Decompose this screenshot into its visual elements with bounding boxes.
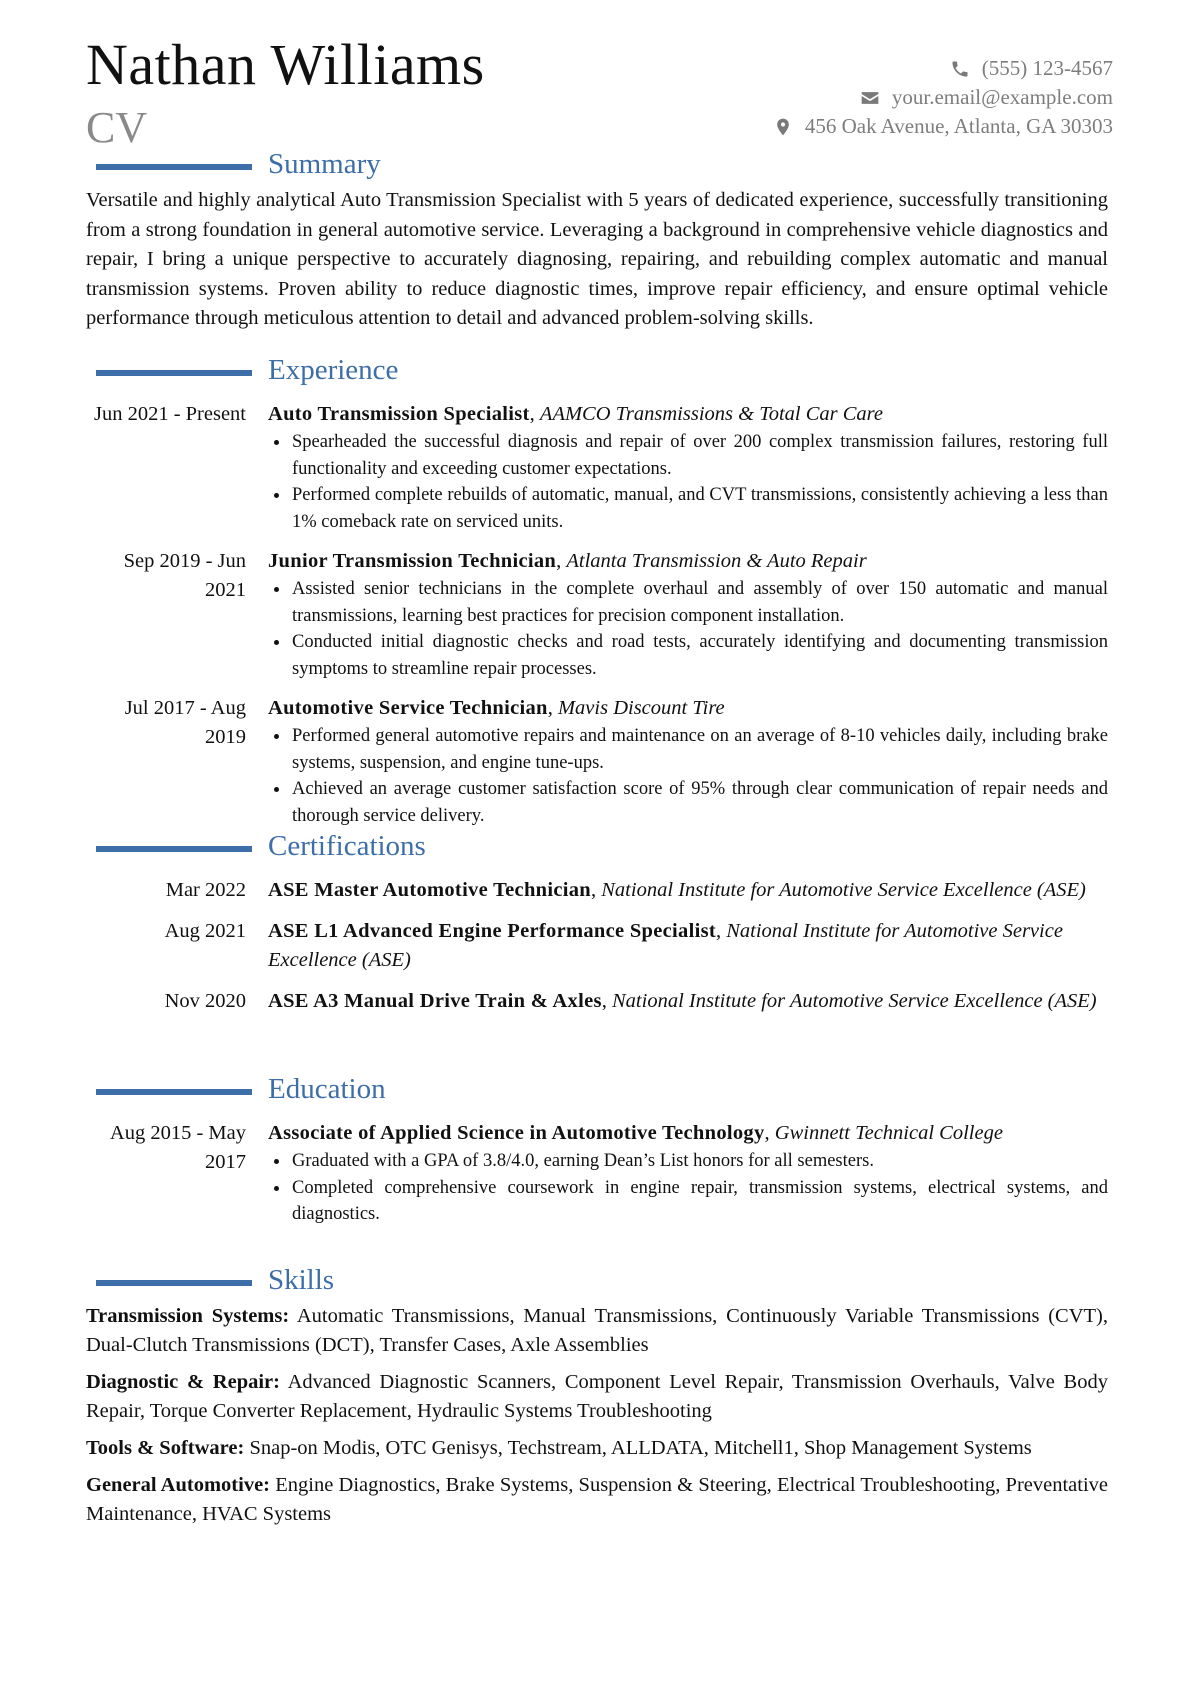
section-header bbox=[86, 148, 1108, 186]
entry-heading: Automotive Service Technician, Mavis Discount Tire bbox=[268, 697, 725, 719]
section-header bbox=[86, 1073, 1108, 1111]
section-accent-bar bbox=[96, 370, 252, 376]
contact-address-row bbox=[771, 112, 1113, 141]
contact-address: 456 Oak Avenue, Atlanta, GA 30303 bbox=[804, 114, 1113, 138]
section-title-education: Education bbox=[268, 1073, 386, 1105]
section-accent-bar bbox=[96, 164, 252, 170]
envelope-icon bbox=[858, 86, 882, 110]
certification-entry bbox=[86, 917, 1108, 975]
section-header bbox=[86, 354, 1108, 392]
entry-heading: ASE A3 Manual Drive Train & Axles, National Institute for Automotive Service Excellence (ASE) bbox=[268, 990, 1097, 1012]
section-title-certifications: Certifications bbox=[268, 830, 426, 862]
section-accent-bar bbox=[96, 1280, 252, 1286]
job-title: Auto Transmission Specialist bbox=[268, 403, 530, 425]
entry-date: Aug 2021 bbox=[164, 920, 246, 942]
contact-email-row bbox=[771, 83, 1113, 112]
entry-heading: Junior Transmission Technician, Atlanta Transmission & Auto Repair bbox=[268, 550, 867, 572]
certification-name: ASE Master Automotive Technician bbox=[268, 879, 591, 901]
entry-date: Mar 2022 bbox=[165, 879, 246, 901]
certifications-section bbox=[86, 830, 1108, 1028]
bullet-item: Achieved an average customer satisfaction score of 95% through clear communication of repair needs and thorough service delivery. bbox=[268, 776, 1108, 829]
map-pin-icon bbox=[771, 115, 795, 139]
entry-date: Jul 2017 - Aug 2019 bbox=[124, 697, 246, 748]
bullet-list bbox=[268, 723, 1108, 829]
employer: AAMCO Transmissions & Total Car Care bbox=[539, 403, 883, 425]
employer: Mavis Discount Tire bbox=[557, 697, 725, 719]
skills-section bbox=[86, 1264, 1109, 1537]
section-title-skills: Skills bbox=[268, 1264, 335, 1296]
skill-items: Advanced Diagnostic Scanners, Component Level Repair, Transmission Overhauls, Valve Body Repair, Torque Converter Replacement, Hydraulic Systems Troubleshooting bbox=[86, 1371, 1108, 1422]
skill-category: Diagnostic & Repair: bbox=[86, 1371, 280, 1393]
bullet-item: Spearheaded the successful diagnosis and repair of over 200 complex transmission failures, restoring full functionality and exceeding customer expectations. bbox=[268, 429, 1108, 482]
certification-entry bbox=[86, 876, 1108, 905]
section-header bbox=[86, 830, 1108, 868]
certification-entry bbox=[86, 987, 1108, 1016]
skill-group bbox=[86, 1434, 1108, 1463]
institution: Gwinnett Technical College bbox=[774, 1122, 1003, 1144]
bullet-item: Assisted senior technicians in the complete overhaul and assembly of over 150 automatic and manual transmissions, learning best practices for precision component installation. bbox=[268, 576, 1108, 629]
entry-date: Sep 2019 - Jun 2021 bbox=[123, 550, 246, 601]
issuer: National Institute for Automotive Service Excellence (ASE) bbox=[268, 920, 1063, 971]
certification-name: ASE A3 Manual Drive Train & Axles bbox=[268, 990, 602, 1012]
bullet-item: Graduated with a GPA of 3.8/4.0, earning Dean’s List honors for all semesters. bbox=[268, 1148, 1108, 1175]
skill-category: Transmission Systems: bbox=[86, 1305, 290, 1327]
section-accent-bar bbox=[96, 1089, 252, 1095]
bullet-item: Performed complete rebuilds of automatic, manual, and CVT transmissions, consistently achieving a less than 1% comeback rate on serviced units. bbox=[268, 482, 1108, 535]
bullet-list bbox=[268, 576, 1108, 682]
skill-group bbox=[86, 1471, 1108, 1529]
employer: Atlanta Transmission & Auto Repair bbox=[566, 550, 867, 572]
contact-email[interactable]: your.email@example.com bbox=[891, 85, 1113, 109]
job-title: Automotive Service Technician bbox=[268, 697, 548, 719]
skill-items: Automatic Transmissions, Manual Transmissions, Continuously Variable Transmissions (CVT), Dual-Clutch Transmissions (DCT), Transfer Cases, Axle Assemblies bbox=[86, 1305, 1108, 1356]
experience-entry bbox=[86, 694, 1108, 829]
contact-block bbox=[771, 54, 1113, 141]
entry-body bbox=[268, 1119, 1108, 1228]
experience-entry bbox=[86, 400, 1108, 535]
entry-date: Jun 2021 - Present bbox=[93, 403, 246, 425]
summary-text: Versatile and highly analytical Auto Transmission Specialist with 5 years of dedicated experience, successfully transitioning from a strong foundation in general automotive service. Leveraging a background in comprehensive vehicle diagnostics and repair, I bring a unique perspective to accurately diagnosing, repairing, and rebuilding complex automatic and manual transmission systems. Proven ability to reduce diagnostic times, improve repair efficiency, and ensure optimal vehicle performance through meticulous attention to detail and advanced problem-solving skills. bbox=[86, 189, 1108, 329]
bullet-item: Conducted initial diagnostic checks and road tests, accurately identifying and documenting transmission symptoms to streamline repair processes. bbox=[268, 629, 1108, 682]
experience-entry bbox=[86, 547, 1108, 682]
skill-group bbox=[86, 1368, 1108, 1426]
section-title-experience: Experience bbox=[268, 354, 399, 386]
experience-section bbox=[86, 354, 1108, 841]
education-entry bbox=[86, 1119, 1108, 1228]
skill-items: Snap-on Modis, OTC Genisys, Techstream, ALLDATA, Mitchell1, Shop Management Systems bbox=[249, 1437, 1032, 1459]
contact-phone[interactable]: (555) 123-4567 bbox=[981, 56, 1113, 80]
candidate-name: Nathan Williams bbox=[86, 32, 485, 97]
entry-heading: Associate of Applied Science in Automotive Technology, Gwinnett Technical College bbox=[268, 1122, 1003, 1144]
bullet-list bbox=[268, 1148, 1108, 1228]
degree-name: Associate of Applied Science in Automotive Technology bbox=[268, 1122, 765, 1144]
section-title-summary: Summary bbox=[268, 148, 381, 180]
entry-body bbox=[268, 694, 1108, 829]
bullet-list bbox=[268, 429, 1108, 535]
contact-phone-row bbox=[771, 54, 1113, 83]
issuer: National Institute for Automotive Service Excellence (ASE) bbox=[612, 990, 1097, 1012]
job-title: Junior Transmission Technician bbox=[268, 550, 557, 572]
entry-body bbox=[268, 400, 1108, 535]
issuer: National Institute for Automotive Service Excellence (ASE) bbox=[601, 879, 1086, 901]
summary-section bbox=[86, 148, 1108, 334]
section-accent-bar bbox=[96, 846, 252, 852]
phone-icon bbox=[948, 57, 972, 81]
entry-date: Nov 2020 bbox=[164, 990, 246, 1012]
document-subtitle: CV bbox=[86, 103, 148, 152]
entry-heading: Auto Transmission Specialist, AAMCO Transmissions & Total Car Care bbox=[268, 403, 883, 425]
skill-category: Tools & Software: bbox=[86, 1437, 245, 1459]
entry-heading: ASE Master Automotive Technician, National Institute for Automotive Service Excellence (ASE) bbox=[268, 879, 1086, 901]
bullet-item: Performed general automotive repairs and maintenance on an average of 8-10 vehicles daily, including brake systems, suspension, and engine tune-ups. bbox=[268, 723, 1108, 776]
entry-date: Aug 2015 - May 2017 bbox=[109, 1122, 246, 1173]
entry-heading: ASE L1 Advanced Engine Performance Specialist, National Institute for Automotive Service Excellence (ASE) bbox=[268, 920, 1063, 971]
skill-items: Engine Diagnostics, Brake Systems, Suspension & Steering, Electrical Troubleshooting, Preventative Maintenance, HVAC Systems bbox=[86, 1474, 1109, 1525]
skill-category: General Automotive: bbox=[86, 1474, 270, 1496]
education-section bbox=[86, 1073, 1108, 1240]
skill-group bbox=[86, 1302, 1108, 1360]
section-header bbox=[86, 1264, 1108, 1302]
certification-name: ASE L1 Advanced Engine Performance Specialist bbox=[268, 920, 716, 942]
entry-body bbox=[268, 547, 1108, 682]
bullet-item: Completed comprehensive coursework in engine repair, transmission systems, electrical systems, and diagnostics. bbox=[268, 1175, 1108, 1228]
